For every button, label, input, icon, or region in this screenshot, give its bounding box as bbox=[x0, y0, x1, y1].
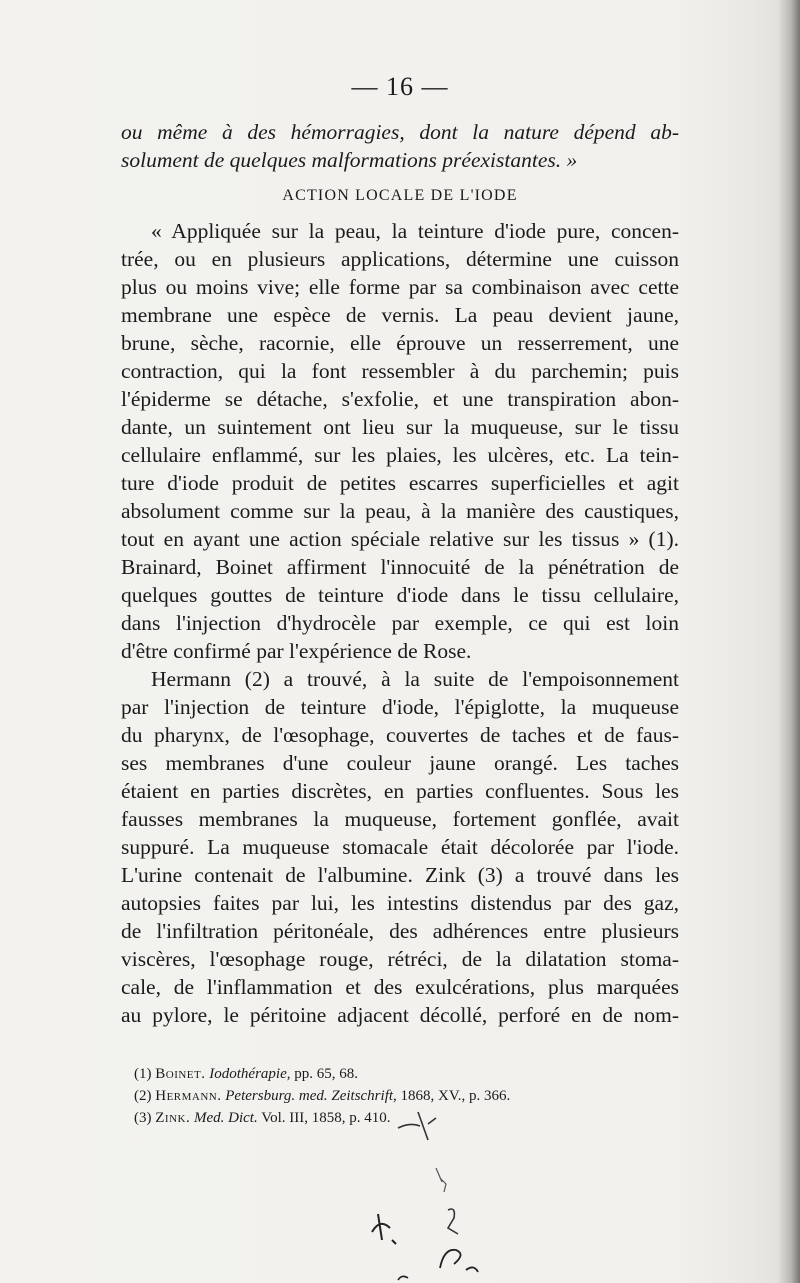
text-line: viscères, l'œsophage rouge, rétréci, de la dilatation stoma- bbox=[121, 947, 679, 971]
text-line: dans l'injection d'hydrocèle par exemple, ce qui est loin bbox=[121, 611, 679, 635]
pen-mark bbox=[398, 1276, 408, 1280]
text-line: trée, ou en plusieurs applications, détermine une cuisson bbox=[121, 247, 679, 271]
footnote-author: Boinet. bbox=[155, 1066, 206, 1082]
text-line: solument de quelques malformations préexistantes. » bbox=[121, 148, 578, 172]
pen-mark bbox=[398, 1112, 436, 1140]
text-line: au pylore, le péritoine adjacent décollé, perforé en de nom- bbox=[121, 1003, 679, 1027]
text-line: cale, de l'inflammation et des exulcérations, plus marquées bbox=[121, 975, 679, 999]
text-line: membrane une espèce de vernis. La peau devient jaune, bbox=[121, 303, 679, 327]
pen-mark bbox=[448, 1209, 458, 1234]
footnote-number: (3) bbox=[134, 1110, 152, 1126]
text-line: fausses membranes la muqueuse, fortement gonflée, avait bbox=[121, 807, 679, 831]
page-number: — 16 — bbox=[351, 72, 449, 101]
text-line: dante, un suintement ont lieu sur la muqueuse, sur le tissu bbox=[121, 415, 679, 439]
text-line: du pharynx, de l'œsophage, couvertes de taches et de faus- bbox=[121, 723, 679, 747]
footnote-title: Med. Dict. bbox=[193, 1110, 258, 1126]
text-line: par l'injection de teinture d'iode, l'épiglotte, la muqueuse bbox=[121, 695, 679, 719]
text-line: ou même à des hémorragies, dont la nature dépend ab- bbox=[121, 120, 679, 144]
footnote-title: Iodothérapie, bbox=[209, 1066, 291, 1082]
text-line: cellulaire enflammé, sur les plaies, les ulcères, etc. La tein- bbox=[121, 443, 679, 467]
text-line: ture d'iode produit de petites escarres superficielles et agit bbox=[121, 471, 679, 495]
section-title: ACTION LOCALE DE L'IODE bbox=[282, 187, 518, 204]
text-line: d'être confirmé par l'expérience de Rose. bbox=[121, 639, 472, 663]
text-line: brune, sèche, racornie, elle éprouve un resserrement, une bbox=[121, 331, 679, 355]
footnote-number: (1) bbox=[134, 1066, 152, 1082]
footnote-author: Zink. bbox=[155, 1110, 191, 1126]
footnote-reference: Vol. III, 1858, p. 410. bbox=[261, 1110, 391, 1126]
text-line: Brainard, Boinet affirment l'innocuité de la pénétration de bbox=[121, 555, 679, 579]
text-line: L'urine contenait de l'albumine. Zink (3) a trouvé dans les bbox=[121, 863, 679, 887]
text-line: plus ou moins vive; elle forme par sa combinaison avec cette bbox=[121, 275, 679, 299]
text-line: de l'infiltration péritonéale, des adhérences entre plusieurs bbox=[121, 919, 679, 943]
text-line: contraction, qui la font ressembler à du parchemin; puis bbox=[121, 359, 679, 383]
text-line: absolument comme sur la peau, à la manière des caustiques, bbox=[121, 499, 679, 523]
pen-mark bbox=[436, 1168, 446, 1192]
text-line: tout en ayant une action spéciale relative sur les tissus » (1). bbox=[121, 527, 679, 551]
footnote-author: Hermann. bbox=[155, 1088, 222, 1104]
text-line: ses membranes d'une couleur jaune orangé. Les taches bbox=[121, 751, 679, 775]
pen-mark bbox=[440, 1250, 478, 1272]
text-line: quelques gouttes de teinture d'iode dans le tissu cellulaire, bbox=[121, 583, 679, 607]
footnote-number: (2) bbox=[134, 1088, 152, 1104]
text-line: Hermann (2) a trouvé, à la suite de l'empoisonnement bbox=[151, 667, 679, 691]
footnote-title: Petersburg. med. Zeitschrift, bbox=[225, 1088, 397, 1104]
text-line: étaient en parties discrètes, en parties confluentes. Sous les bbox=[121, 779, 679, 803]
footnote-reference: pp. 65, 68. bbox=[294, 1066, 358, 1082]
text-line: « Appliquée sur la peau, la teinture d'iode pure, concen- bbox=[151, 219, 679, 243]
text-line: suppuré. La muqueuse stomacale était décolorée par l'iode. bbox=[121, 835, 679, 859]
text-line: autopsies faites par lui, les intestins distendus par des gaz, bbox=[121, 891, 679, 915]
footnote-reference: 1868, XV., p. 366. bbox=[400, 1088, 511, 1104]
pen-mark bbox=[372, 1214, 396, 1244]
text-line: l'épiderme se détache, s'exfolie, et une transpiration abon- bbox=[121, 387, 679, 411]
